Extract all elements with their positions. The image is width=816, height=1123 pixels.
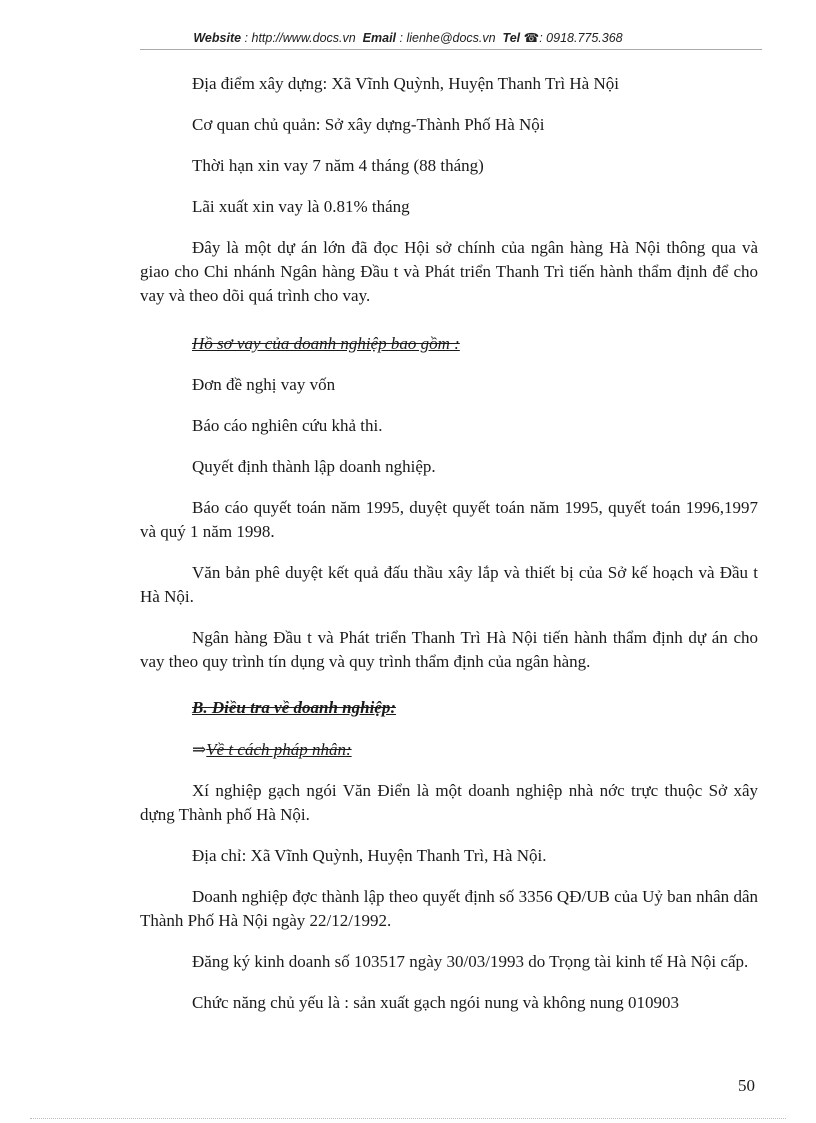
paragraph-appraisal: Ngân hàng Đầu t và Phát triển Thanh Trì Hà Nội tiến hành thẩm định dự án cho vay theo quy trình tín dụng và quy trình thẩm định của ngân hàng. bbox=[140, 628, 758, 671]
website-label: Website bbox=[193, 31, 242, 45]
paragraph-interest: Lãi xuất xin vay là 0.81% tháng bbox=[192, 197, 410, 216]
arrow-right-icon: ⇒ bbox=[192, 740, 207, 759]
paragraph-location: Địa điểm xây dựng: Xã Vĩnh Quỳnh, Huyện Thanh Trì Hà Nội bbox=[192, 74, 619, 93]
page-header bbox=[0, 30, 816, 45]
paragraph-financial-reports: Báo cáo quyết toán năm 1995, duyệt quyết toán năm 1995, quyết toán 1996,1997 và quý 1 năm 1998. bbox=[140, 498, 758, 541]
phone-icon: ☎ bbox=[523, 31, 540, 45]
email-value: : lienhe@docs.vn bbox=[399, 31, 496, 45]
heading-legal-status-text: Về t cách pháp nhân: bbox=[206, 740, 352, 759]
paragraph-registration: Đăng ký kinh doanh số 103517 ngày 30/03/1993 do Trọng tài kinh tế Hà Nội cấp. bbox=[192, 952, 749, 971]
paragraph-feasibility: Báo cáo nghiên cứu khả thi. bbox=[192, 416, 383, 435]
tel-label: Tel bbox=[502, 31, 521, 45]
paragraph-establishment: Quyết định thành lập doanh nghiệp. bbox=[192, 457, 436, 476]
heading-loan-dossier: Hồ sơ vay của doanh nghiệp bao gồm : bbox=[192, 334, 460, 353]
paragraph-application: Đơn đề nghị vay vốn bbox=[192, 375, 336, 394]
paragraph-bidding-approval: Văn bản phê duyệt kết quả đấu thầu xây lắp và thiết bị của Sở kế hoạch và Đầu t Hà Nội. bbox=[140, 563, 758, 606]
document-body bbox=[140, 72, 758, 1015]
email-label: Email bbox=[362, 31, 397, 45]
page-bottom-border bbox=[30, 1118, 786, 1119]
heading-enterprise-survey: B. Điều tra về doanh nghiệp: bbox=[192, 698, 397, 717]
paragraph-project-overview: Đây là một dự án lớn đã đọc Hội sở chính của ngân hàng Hà Nội thông qua và giao cho Chi nhánh Ngân hàng Đầu t và Phát triển Thanh Trì tiến hành thẩm định để cho vay và theo dõi quá trình cho vay. bbox=[140, 238, 758, 305]
heading-legal-status bbox=[192, 738, 758, 762]
page-number: 50 bbox=[738, 1076, 755, 1095]
paragraph-decision: Doanh nghiệp đợc thành lập theo quyết định số 3356 QĐ/UB của Uỷ ban nhân dân Thành Phố Hà Nội ngày 22/12/1992. bbox=[140, 887, 758, 930]
website-value: : http://www.docs.vn bbox=[244, 31, 356, 45]
tel-value: : 0918.775.368 bbox=[539, 31, 623, 45]
paragraph-agency: Cơ quan chủ quản: Sở xây dựng-Thành Phố Hà Nội bbox=[192, 115, 545, 134]
paragraph-address: Địa chỉ: Xã Vĩnh Quỳnh, Huyện Thanh Trì, Hà Nội. bbox=[192, 846, 547, 865]
paragraph-loan-term: Thời hạn xin vay 7 năm 4 tháng (88 tháng) bbox=[192, 156, 484, 175]
paragraph-main-function: Chức năng chủ yếu là : sản xuất gạch ngói nung và không nung 010903 bbox=[192, 993, 680, 1012]
header-divider bbox=[140, 49, 762, 50]
paragraph-enterprise-intro: Xí nghiệp gạch ngói Văn Điển là một doanh nghiệp nhà nớc trực thuộc Sở xây dựng Thành phố Hà Nội. bbox=[140, 781, 758, 824]
